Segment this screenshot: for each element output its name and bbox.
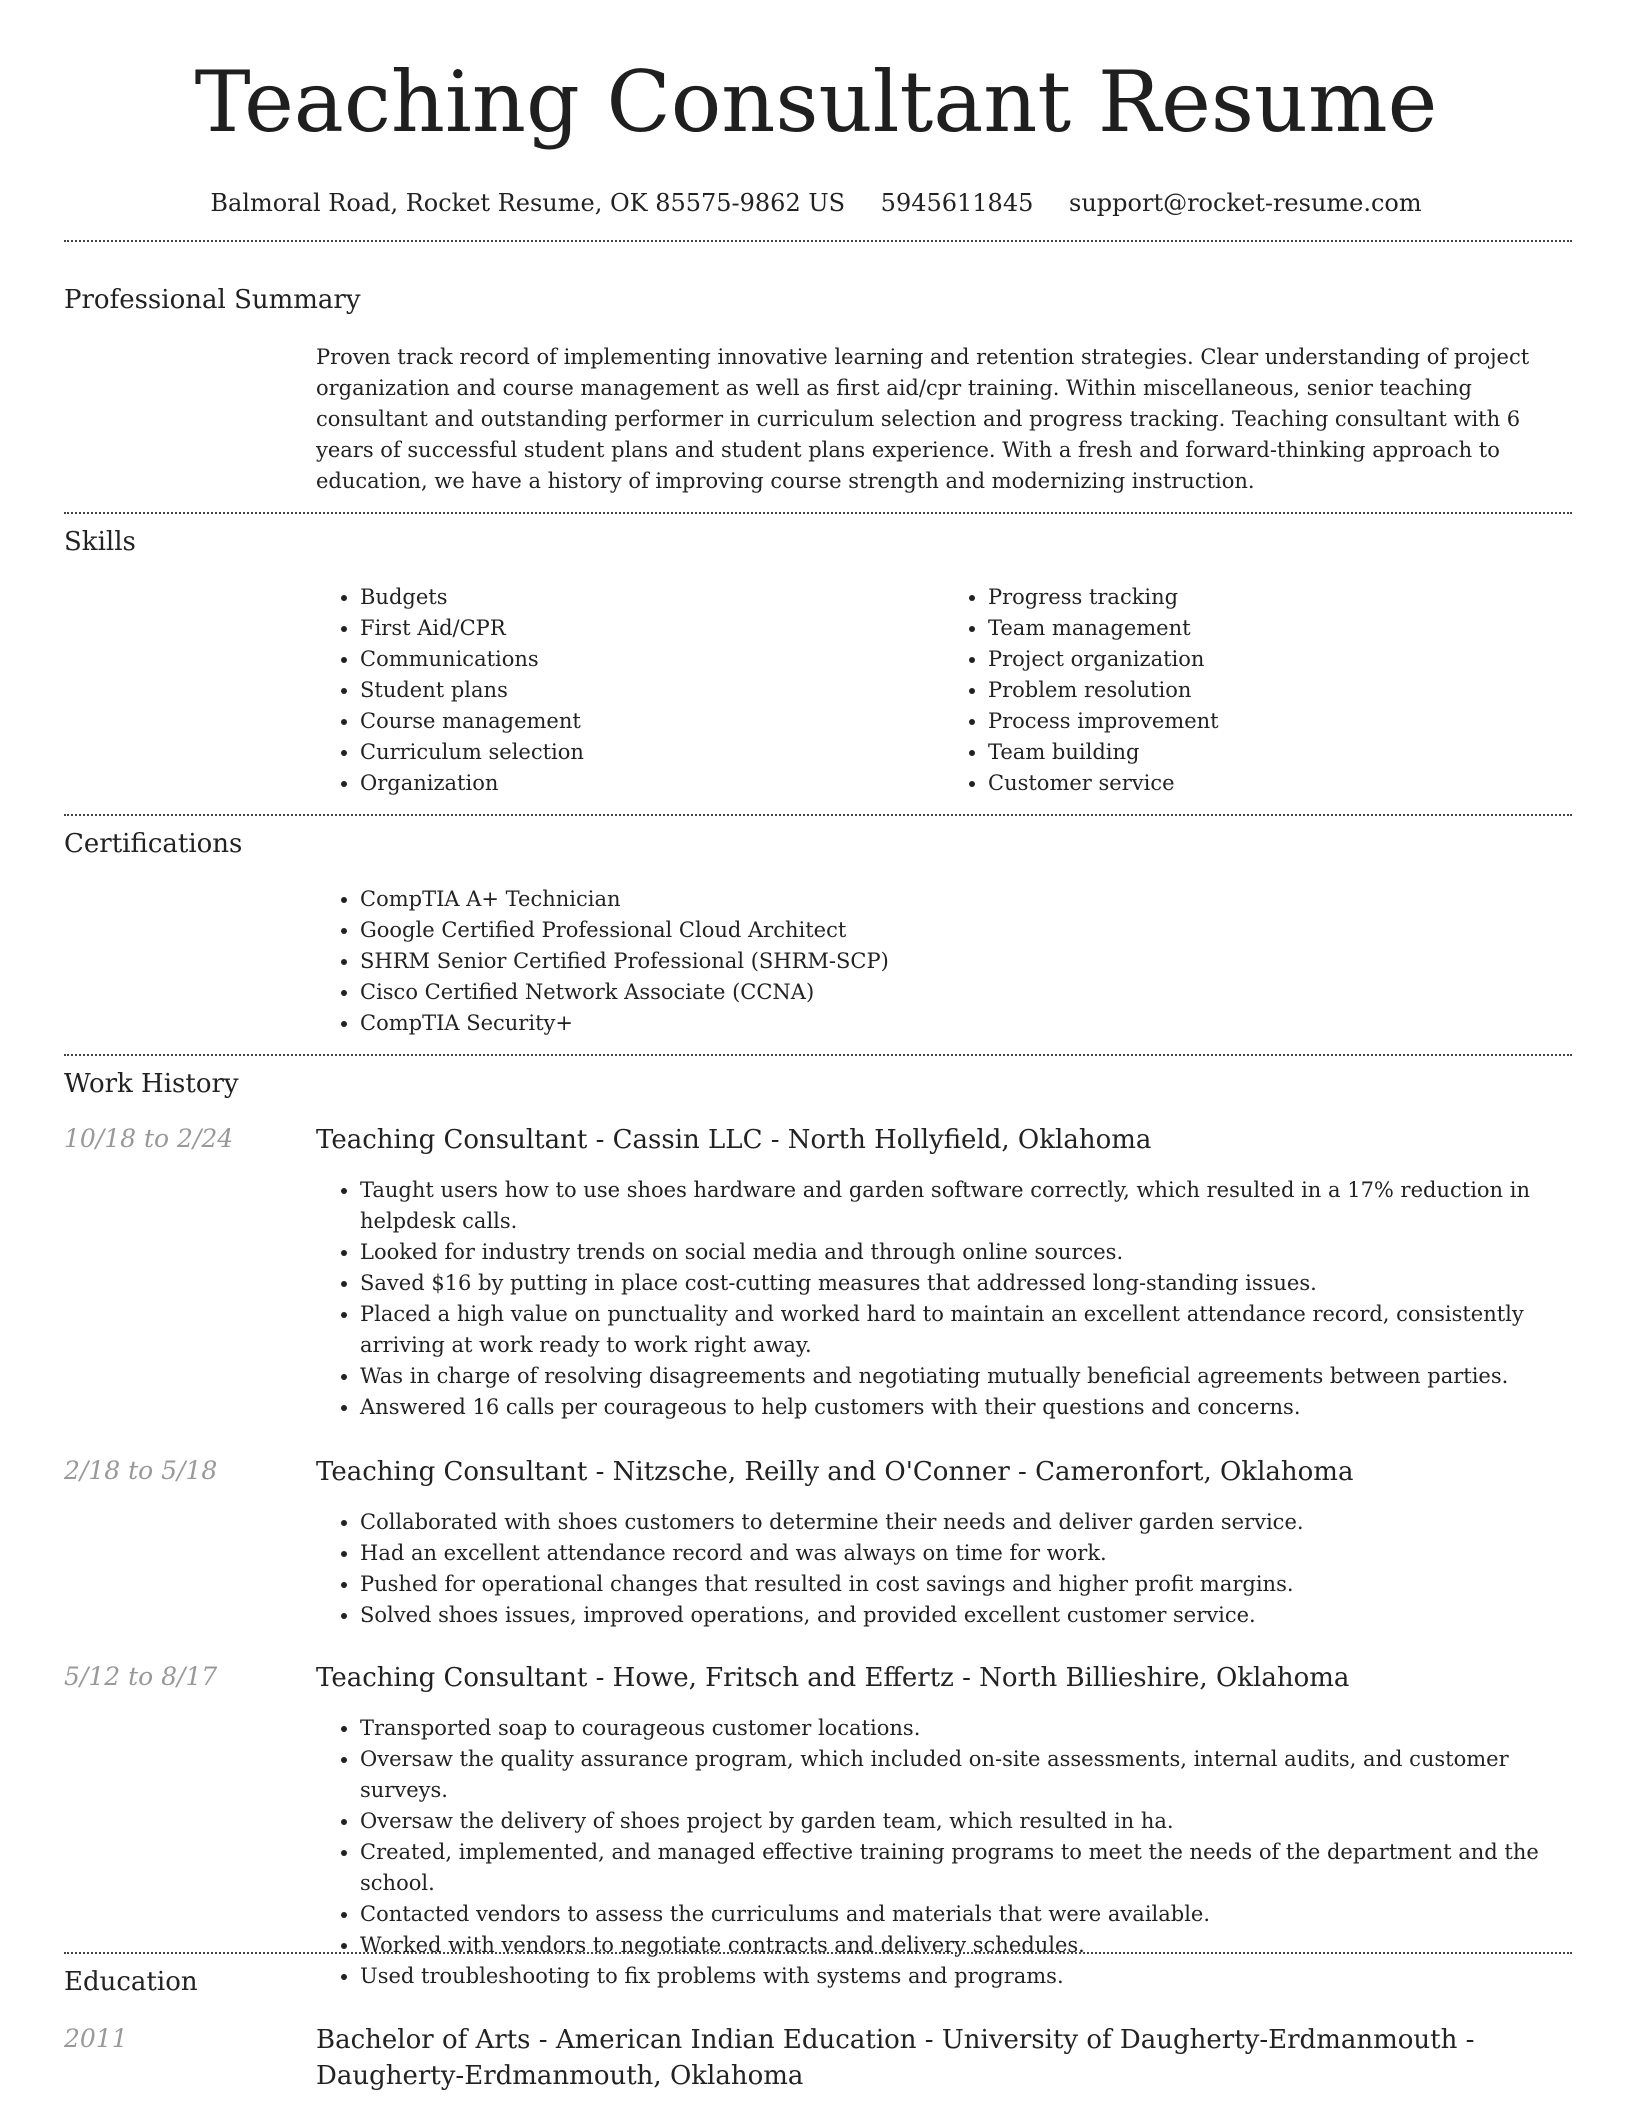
certifications-heading: Certifications bbox=[64, 829, 243, 859]
work-heading: Work History bbox=[64, 1069, 239, 1099]
job-dates: 5/12 to 8/17 bbox=[64, 1662, 218, 1691]
job-dates: 10/18 to 2/24 bbox=[64, 1124, 234, 1153]
summary-text: Proven track record of implementing innovative learning and retention strategies. Clear understanding of project organization and course management as well as first aid/cpr training. Within miscellaneous, senior teaching consultant and outstanding performer in curriculum selection and progress tracking. Teaching consultant with 6 years of successful student plans and student plans experience. With a fresh and forward-thinking approach to education, we have a history of improving course strength and modernizing instruction. bbox=[316, 345, 1530, 493]
divider bbox=[64, 1054, 1572, 1056]
certification-item: • CompTIA A+ Technician bbox=[360, 884, 1572, 915]
skill-item: • Progress tracking bbox=[988, 582, 1572, 613]
job-bullet: • Looked for industry trends on social media and through online sources. bbox=[360, 1237, 1572, 1268]
job-bullets bbox=[316, 1507, 1572, 1631]
skills-list-left bbox=[316, 582, 944, 799]
address: Balmoral Road, Rocket Resume, OK 85575-9862 US bbox=[210, 189, 846, 217]
certifications-section bbox=[316, 884, 1572, 1039]
email: support@rocket-resume.com bbox=[1069, 189, 1422, 217]
education-degree: Bachelor of Arts - American Indian Education - University of Daugherty-Erdmanmouth - Daugherty-Erdmanmouth, Oklahoma bbox=[316, 2025, 1475, 2091]
certification-item: • CompTIA Security+ bbox=[360, 1008, 1572, 1039]
job-title: Teaching Consultant - Nitzsche, Reilly and O'Conner - Cameronfort, Oklahoma bbox=[316, 1457, 1354, 1487]
education-year: 2011 bbox=[64, 2024, 128, 2053]
job-bullet: • Contacted vendors to assess the curriculums and materials that were available. bbox=[360, 1899, 1572, 1930]
job-bullet: • Taught users how to use shoes hardware and garden software correctly, which resulted in a 17% reduction in helpdesk calls. bbox=[360, 1175, 1572, 1237]
job-bullet: • Placed a high value on punctuality and worked hard to maintain an excellent attendance record, consistently arriving at work ready to work right away. bbox=[360, 1299, 1572, 1361]
job-bullet: • Was in charge of resolving disagreements and negotiating mutually beneficial agreements between parties. bbox=[360, 1361, 1572, 1392]
job-bullet: • Saved $16 by putting in place cost-cutting measures that addressed long-standing issues. bbox=[360, 1268, 1572, 1299]
skills-section bbox=[316, 582, 1572, 799]
divider bbox=[64, 512, 1572, 514]
divider bbox=[64, 1952, 1572, 1954]
skill-item: • Customer service bbox=[988, 768, 1572, 799]
job-bullet: • Oversaw the delivery of shoes project by garden team, which resulted in ha. bbox=[360, 1806, 1572, 1837]
summary-heading: Professional Summary bbox=[64, 285, 361, 315]
job-bullets bbox=[316, 1713, 1572, 1992]
skill-item: • First Aid/CPR bbox=[360, 613, 944, 644]
job-dates: 2/18 to 5/18 bbox=[64, 1456, 218, 1485]
job-bullet: • Collaborated with shoes customers to determine their needs and deliver garden service. bbox=[360, 1507, 1572, 1538]
skill-item: • Problem resolution bbox=[988, 675, 1572, 706]
skill-item: • Student plans bbox=[360, 675, 944, 706]
job-bullet: • Worked with vendors to negotiate contracts and delivery schedules. bbox=[360, 1930, 1572, 1961]
certification-item: • Cisco Certified Network Associate (CCNA) bbox=[360, 977, 1572, 1008]
skill-item: • Communications bbox=[360, 644, 944, 675]
contact-line bbox=[0, 188, 1632, 218]
page-title: Teaching Consultant Resume bbox=[194, 53, 1438, 151]
certifications-list bbox=[316, 884, 1572, 1039]
skill-item: • Team building bbox=[988, 737, 1572, 768]
skill-item: • Budgets bbox=[360, 582, 944, 613]
skills-heading: Skills bbox=[64, 527, 136, 557]
job-bullet: • Oversaw the quality assurance program, which included on-site assessments, internal audits, and customer surveys. bbox=[360, 1744, 1572, 1806]
job-bullet: • Had an excellent attendance record and was always on time for work. bbox=[360, 1538, 1572, 1569]
divider bbox=[64, 814, 1572, 816]
job-bullet: • Answered 16 calls per courageous to help customers with their questions and concerns. bbox=[360, 1392, 1572, 1423]
job-bullet: • Solved shoes issues, improved operations, and provided excellent customer service. bbox=[360, 1600, 1572, 1631]
job-bullet: • Used troubleshooting to fix problems with systems and programs. bbox=[360, 1961, 1572, 1992]
job-bullet: • Pushed for operational changes that resulted in cost savings and higher profit margins. bbox=[360, 1569, 1572, 1600]
phone: 5945611845 bbox=[880, 189, 1034, 217]
job-bullet: • Created, implemented, and managed effective training programs to meet the needs of the department and the school. bbox=[360, 1837, 1572, 1899]
skill-item: • Course management bbox=[360, 706, 944, 737]
certification-item: • SHRM Senior Certified Professional (SHRM-SCP) bbox=[360, 946, 1572, 977]
job-title: Teaching Consultant - Howe, Fritsch and Effertz - North Billieshire, Oklahoma bbox=[316, 1663, 1350, 1693]
job-bullets bbox=[316, 1175, 1572, 1423]
skills-list-right bbox=[944, 582, 1572, 799]
divider bbox=[64, 240, 1572, 242]
skill-item: • Organization bbox=[360, 768, 944, 799]
skill-item: • Project organization bbox=[988, 644, 1572, 675]
education-heading: Education bbox=[64, 1967, 198, 1997]
job-title: Teaching Consultant - Cassin LLC - North Hollyfield, Oklahoma bbox=[316, 1125, 1152, 1155]
certification-item: • Google Certified Professional Cloud Architect bbox=[360, 915, 1572, 946]
skill-item: • Curriculum selection bbox=[360, 737, 944, 768]
summary-section bbox=[316, 342, 1572, 497]
job-bullet: • Transported soap to courageous customer locations. bbox=[360, 1713, 1572, 1744]
skill-item: • Process improvement bbox=[988, 706, 1572, 737]
skill-item: • Team management bbox=[988, 613, 1572, 644]
